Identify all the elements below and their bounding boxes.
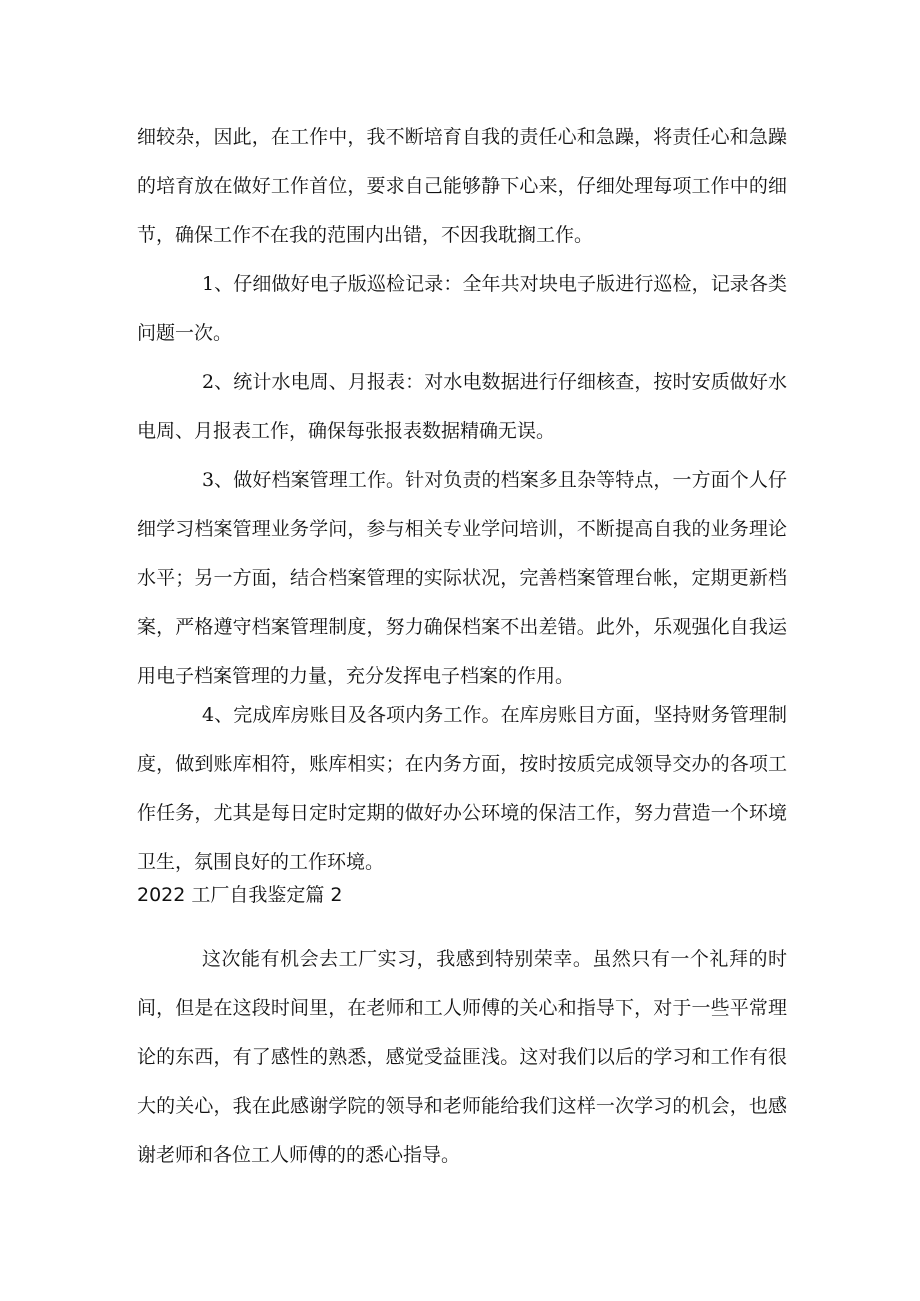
item-1-paragraph: 1、仔细做好电子版巡检记录：全年共对块电子版进行巡检，记录各类问题一次。 [137, 273, 787, 344]
continuation-paragraph: 细较杂，因此，在工作中，我不断培育自我的责任心和急躁，将责任心和急躁的培育放在做好工作首位，要求自己能够静下心来，仔细处理每项工作中的细节，确保工作不在我的范围内出错，不因我耽搁工作。 [137, 126, 787, 246]
item-4-paragraph: 4、完成库房账目及各项内务工作。在库房账目方面，坚持财务管理制度，做到账库相符，账库相实；在内务方面，按时按质完成领导交办的各项工作任务，尤其是每日定时定期的做好办公环境的保洁工作，努力营造一个环境卫生，氛围良好的工作环境。 [137, 704, 787, 873]
section-heading: 2022 工厂自我鉴定篇 2 [137, 884, 343, 906]
section-2-paragraph: 这次能有机会去工厂实习，我感到特别荣幸。虽然只有一个礼拜的时间，但是在这段时间里，在老师和工人师傅的关心和指导下，对于一些平常理论的东西，有了感性的熟悉，感觉受益匪浅。这对我们以后的学习和工作有很大的关心，我在此感谢学院的领导和老师能给我们这样一次学习的机会，也感谢老师和各位工人师傅的的悉心指导。 [137, 948, 787, 1166]
item-3-paragraph: 3、做好档案管理工作。针对负责的档案多且杂等特点，一方面个人仔细学习档案管理业务学问，参与相关专业学问培训，不断提高自我的业务理论水平；另一方面，结合档案管理的实际状况，完善档案管理台帐，定期更新档案，严格遵守档案管理制度，努力确保档案不出差错。此外，乐观强化自我运用电子档案管理的力量，充分发挥电子档案的作用。 [137, 469, 787, 687]
item-2-paragraph: 2、统计水电周、月报表：对水电数据进行仔细核查，按时安质做好水电周、月报表工作，确保每张报表数据精确无误。 [137, 371, 787, 442]
